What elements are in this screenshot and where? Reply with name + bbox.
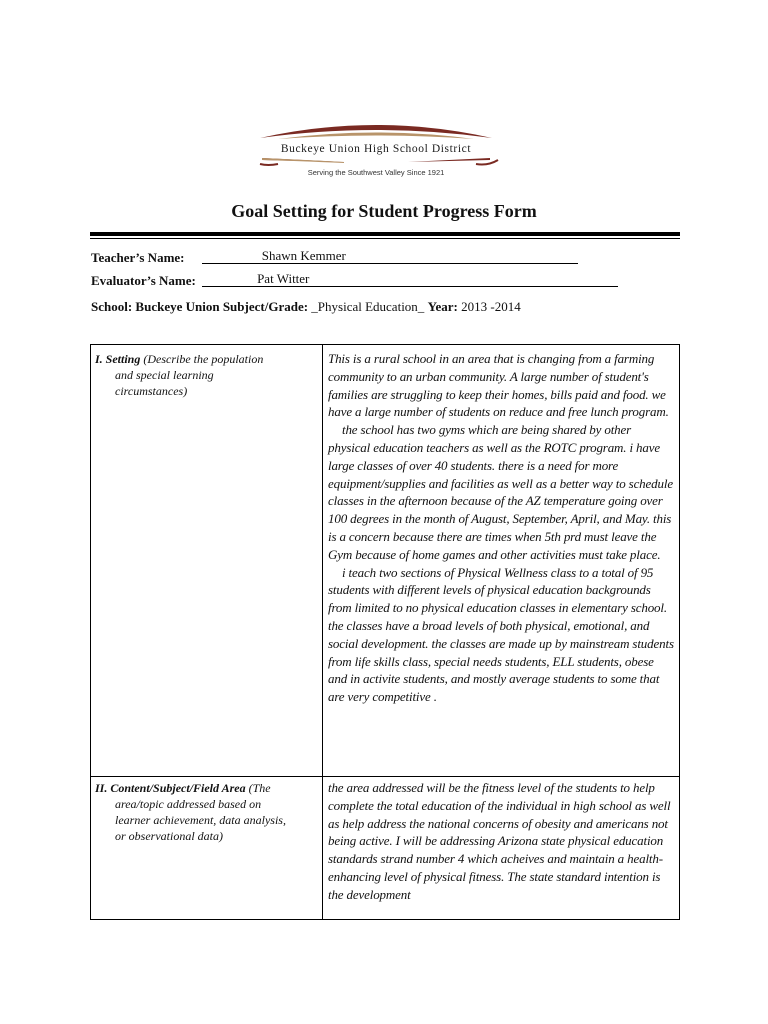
setting-description-line-2: and special learning [115, 368, 214, 382]
evaluator-name-label: Evaluator’s Name: [91, 273, 196, 288]
logo-arc-top [260, 125, 492, 138]
year-value: 2013 -2014 [461, 299, 521, 314]
logo-swoosh-right-tail [476, 160, 498, 165]
evaluator-name-row [91, 273, 618, 289]
content-area-description-line-3: or observational data) [115, 829, 223, 843]
setting-description-line-1: (Describe the population [143, 352, 264, 366]
teacher-name-row [91, 250, 578, 266]
table-row-divider [91, 776, 679, 777]
logo-district-name: Buckeye Union High School District [280, 143, 472, 155]
school-value: Buckeye Union [135, 299, 220, 314]
content-area-paragraph-1: the area addressed will be the fitness level of the students to help complete the total education of the individual in high school as well as help address the national concerns of obesity and americans not being active. I will be addressing Arizona state physical education standards strand number 4 which acheives and maintain a health-enhancing level of physical fitness. The state standard intention is the development [328, 780, 671, 902]
content-area-description-first: (The [248, 781, 271, 795]
subject-grade-label: Subject/Grade: [222, 299, 309, 314]
goal-table [90, 344, 680, 920]
setting-heading: I. Setting [95, 352, 141, 366]
logo-swoosh-left-tail [260, 164, 278, 165]
evaluator-name-value: Pat Witter [257, 271, 310, 286]
setting-paragraph-3: i teach two sections of Physical Wellness class to a total of 95 students with different levels of physical education backgrounds from limited to no physical education classes in elementary school. the classes have a broad levels of both physical, emotional, and social development. the classes are made up by mainstream students from life skills class, special needs students, ELL students, obese and in activite students, and mostly average students to some that are very competitive . [328, 564, 674, 705]
subject-grade-value: _Physical Education_ [311, 299, 425, 314]
logo-swoosh-right [408, 158, 490, 162]
content-area-heading: II. Content/Subject/Field Area [95, 781, 246, 795]
title-rule-thick [90, 232, 680, 236]
school-row [91, 299, 521, 315]
district-logo [248, 118, 504, 184]
setting-label-cell [95, 351, 317, 399]
setting-description-line-3: circumstances) [115, 384, 188, 398]
year-label: Year: [427, 299, 458, 314]
table-column-divider [322, 345, 323, 919]
setting-paragraph-2: the school has two gyms which are being shared by other physical education teachers as well as the ROTC program. i have large classes of over 40 students. there is a need for more equipment/supplies and facilities as well as a better way to schedule classes in the afternoon because of the AZ temperature going over 100 degrees in the month of August, September, April, and May. this is a concern because there are times when 5th prd must leave the Gym because of home games and other activities must take place. [328, 422, 673, 562]
content-area-label-cell [95, 780, 317, 844]
title-rule-thin [90, 238, 680, 239]
content-area-response-cell[interactable] [328, 779, 674, 917]
form-title: Goal Setting for Student Progress Form [231, 201, 537, 221]
teacher-name-field[interactable] [202, 250, 578, 264]
teacher-name-value: Shawn Kemmer [261, 248, 346, 263]
teacher-name-label: Teacher’s Name: [91, 250, 185, 265]
logo-swoosh-left-accent [262, 158, 344, 163]
setting-paragraph-1: This is a rural school in an area that is changing from a farming community to an urban community. A large number of student's families are struggling to keep their homes, bills paid and food. we have a large number of students on reduce and free lunch program. [328, 351, 669, 420]
school-label: School: [91, 299, 133, 314]
content-area-description-line-2: learner achievement, data analysis, [115, 813, 286, 827]
content-area-description-line-1: area/topic addressed based on [115, 797, 262, 811]
setting-response-cell[interactable] [328, 350, 674, 706]
evaluator-name-field[interactable] [202, 273, 618, 287]
logo-arc-inner [278, 133, 474, 140]
logo-tagline: Serving the Southwest Valley Since 1921 [307, 168, 445, 177]
